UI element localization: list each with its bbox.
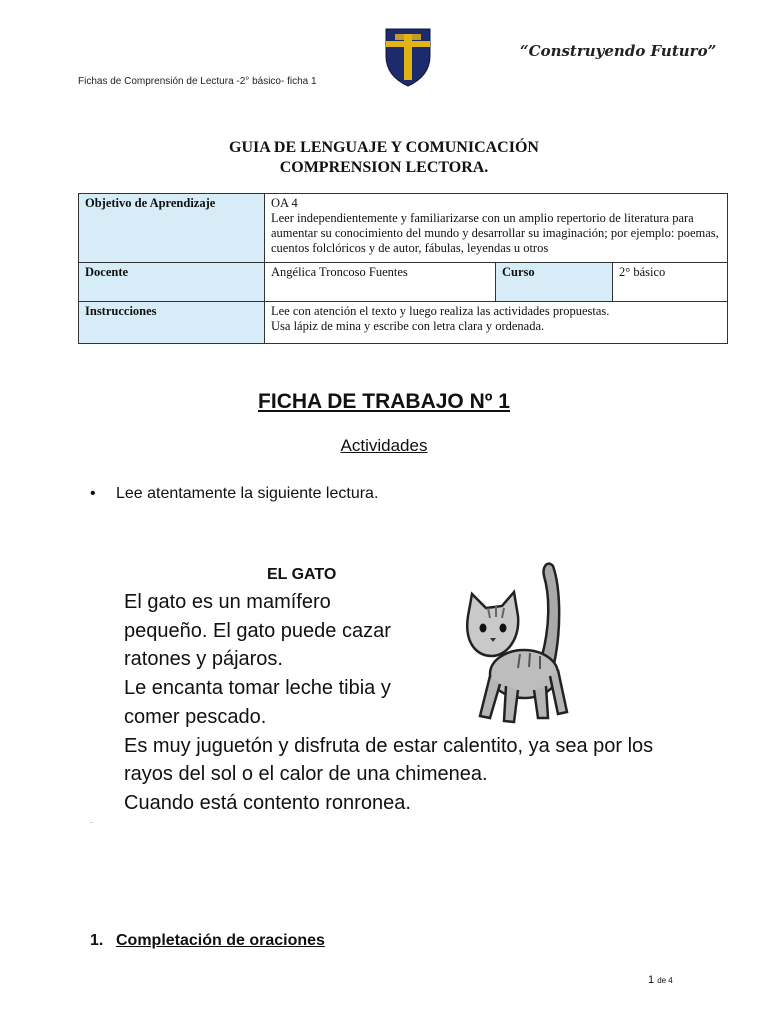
- school-crest-logo: [383, 26, 433, 88]
- course-value: 2° básico: [613, 263, 728, 302]
- reading-instruction: Lee atentamente la siguiente lectura.: [116, 485, 379, 502]
- story-line: rayos del sol o el calor de una chimenea.: [124, 763, 488, 786]
- guide-title-line2: COMPRENSION LECTORA.: [279, 159, 489, 176]
- instructions-line1: Lee con atención el texto y luego realiza las actividades propuestas.: [271, 304, 610, 318]
- instructions-cell: [265, 302, 728, 344]
- story-title: EL GATO: [267, 566, 337, 583]
- section-title: Completación de oraciones: [116, 932, 325, 949]
- teacher-label: Docente: [79, 263, 265, 302]
- story-line: Cuando está contento ronronea.: [124, 791, 411, 814]
- guide-title: [0, 138, 768, 178]
- guide-title-line1: GUIA DE LENGUAJE Y COMUNICACIÓN: [229, 139, 539, 156]
- story-line: Le encanta tomar leche tibia y: [124, 677, 391, 700]
- teacher-value: Angélica Troncoso Fuentes: [265, 263, 496, 302]
- story-text: [124, 588, 653, 818]
- story-line: El gato es un mamífero: [124, 591, 331, 613]
- page-number: [648, 974, 673, 986]
- objective-label: Objetivo de Aprendizaje: [79, 194, 265, 263]
- instructions-line2: Usa lápiz de mina y escribe con letra clara y ordenada.: [271, 319, 545, 333]
- page-total: de 4: [657, 976, 673, 985]
- objective-row: [79, 194, 728, 263]
- document-header-label: Fichas de Comprensión de Lectura -2° básico- ficha 1: [78, 76, 317, 87]
- objective-text: Leer independientemente y familiarizarse con un amplio repertorio de literatura para aumentar su conocimiento del mundo y desarrollar su imaginación; por ejemplo: poemas, cuentos folclóricos y de autor, fábulas, leyendas u otros: [271, 211, 719, 255]
- story-line: Es muy juguetón y disfruta de estar calentito, ya sea por los: [124, 734, 654, 757]
- bullet-marker: •: [90, 485, 96, 502]
- school-motto: “Construyendo Futuro”: [520, 42, 717, 60]
- objective-code: OA 4: [271, 196, 298, 210]
- teacher-row: [79, 263, 728, 302]
- activities-heading: Actividades: [340, 436, 428, 455]
- instructions-label: Instrucciones: [79, 302, 265, 344]
- page-current: 1: [648, 974, 655, 986]
- info-table: [78, 193, 728, 344]
- course-label: Curso: [496, 263, 613, 302]
- story-line: ratones y pájaros.: [124, 648, 283, 671]
- story-line: comer pescado.: [124, 705, 267, 728]
- story-line: pequeño. El gato puede cazar: [124, 619, 391, 642]
- stray-mark: .: [90, 816, 93, 825]
- worksheet-title: FICHA DE TRABAJO Nº 1: [258, 390, 510, 413]
- section-number: 1.: [90, 932, 104, 949]
- objective-cell: [265, 194, 728, 263]
- instructions-row: [79, 302, 728, 344]
